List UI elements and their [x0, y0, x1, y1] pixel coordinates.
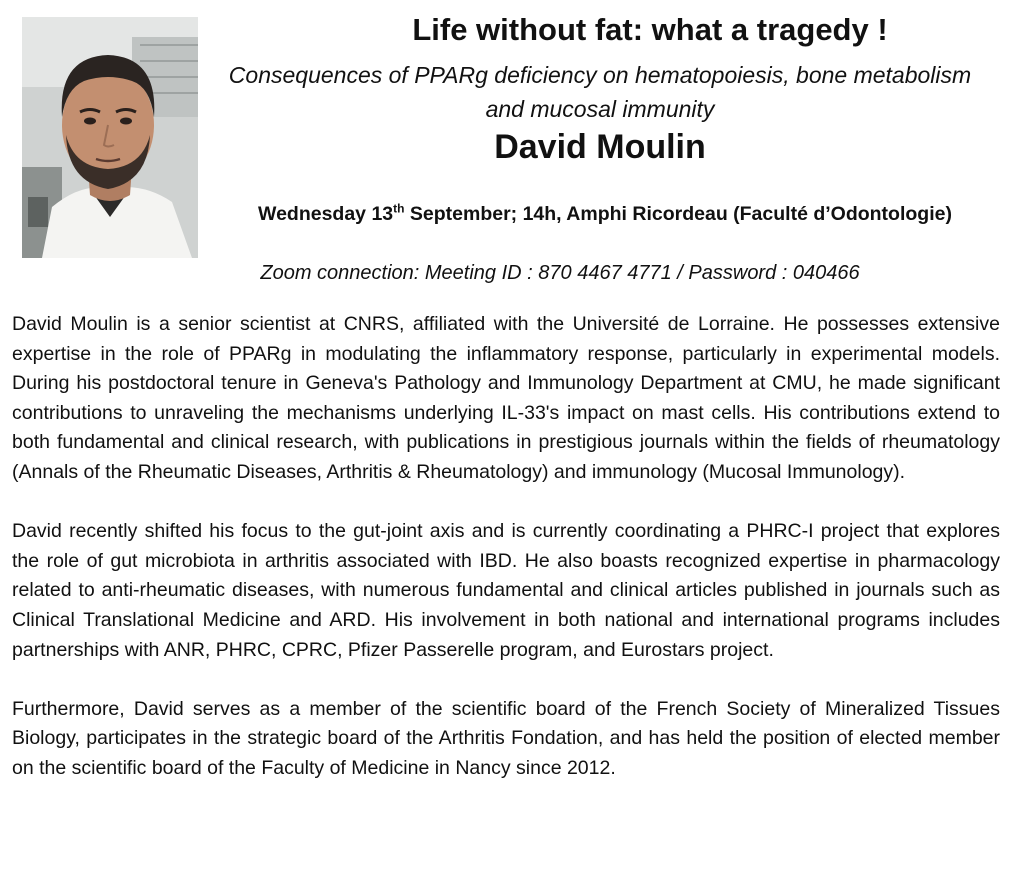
speaker-portrait-icon: [22, 17, 198, 258]
speaker-biography: [12, 310, 1000, 784]
bio-paragraph-2: David recently shifted his focus to the gut-joint axis and is currently coordinating a PHRC-I project that explores the role of gut microbiota in arthritis associated with IBD. He also boasts recognized expertise in pharmacology related to anti-rheumatic diseases, with numerous fundamental and clinical articles published in journals such as Clinical Translational Medicine and ARD. His involvement in both national and international programs includes partnerships with ANR, PHRC, CPRC, Pfizer Passerelle program, and Eurostars project.: [12, 520, 1000, 661]
bio-paragraph-3: Furthermore, David serves as a member of the scientific board of the French Society of Mineralized Tissues Biology, participates in the strategic board of the Arthritis Fondation, and has held the position of elected member on the scientific board of the Faculty of Medicine in Nancy since 2012.: [12, 697, 1000, 779]
talk-subtitle: Consequences of PPARg deficiency on hematopoiesis, bone metabolism and mucosal immunity: [228, 62, 972, 122]
zoom-connection-info: Zoom connection: Meeting ID : 870 4467 4771 / Password : 040466: [260, 262, 860, 284]
event-date-ordinal: th: [393, 201, 405, 216]
speaker-name: David Moulin: [494, 128, 706, 166]
event-date-rest: September; 14h, Amphi Ricordeau (Faculté d’Odontologie): [404, 203, 952, 225]
speaker-photo: [22, 17, 198, 258]
event-date-location: [210, 203, 1000, 226]
bio-paragraph-1: David Moulin is a senior scientist at CNRS, affiliated with the Université de Lorraine. He possesses extensive expertise in the role of PPARg in modulating the inflammatory response, particularly in experimental models. During his postdoctoral tenure in Geneva's Pathology and Immunology Department at CMU, he made significant contributions to unraveling the mechanisms underlying IL-33's impact on mast cells. His contributions extend to both fundamental and clinical research, with publications in prestigious journals within the fields of rheumatology (Annals of the Rheumatic Diseases, Arthritis & Rheumatology) and immunology (Mucosal Immunology).: [12, 313, 1000, 483]
talk-title: Life without fat: what a tragedy !: [412, 12, 888, 47]
event-date-prefix: Wednesday 13: [258, 203, 394, 225]
